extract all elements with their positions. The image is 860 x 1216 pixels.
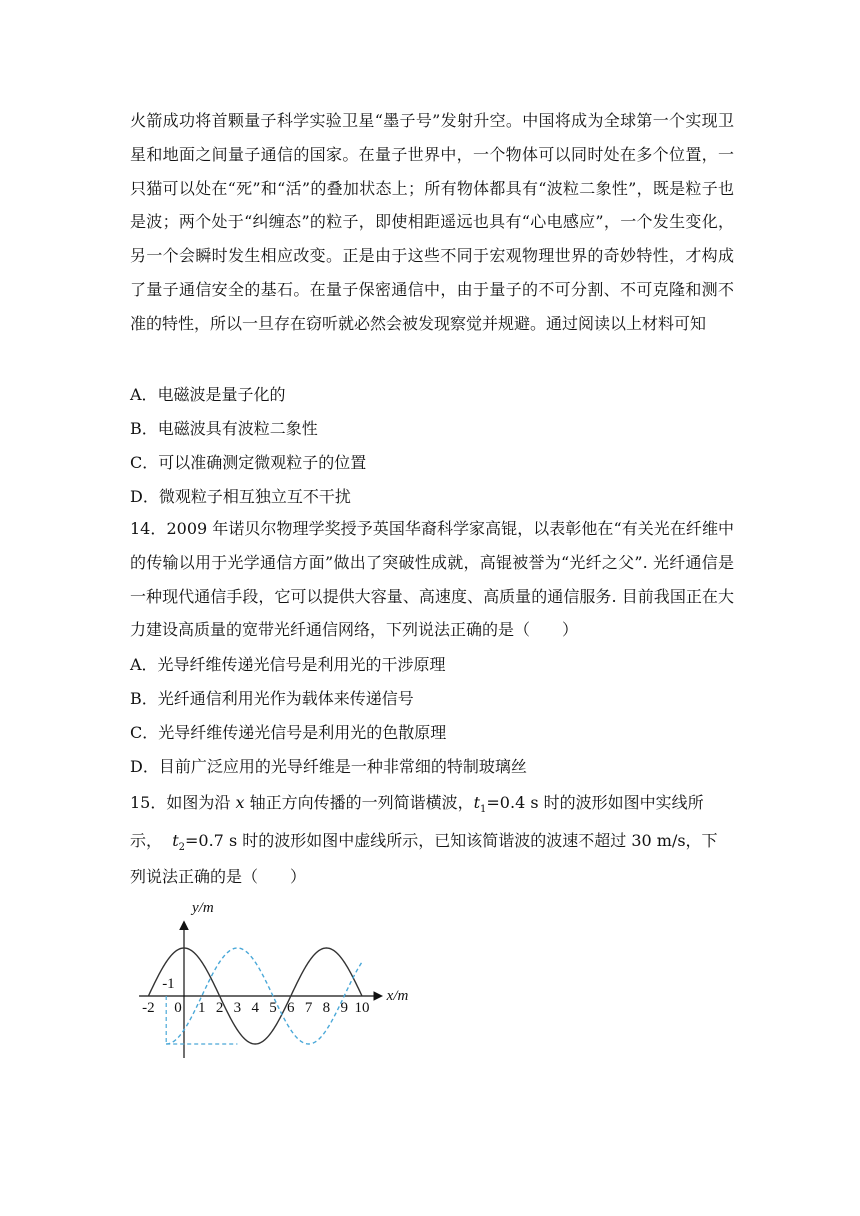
x-tick-label: 4 (251, 1000, 259, 1016)
q14-option-a: A．光导纤维传递光信号是利用光的干涉原理 (130, 655, 446, 674)
q15-text-1a: 15．如图为沿 (130, 793, 236, 812)
intro-option-a: A．电磁波是量子化的 (130, 385, 286, 404)
q14-option-b: B．光纤通信利用光作为载体来传递信号 (130, 689, 414, 708)
q14-option-d: D．目前广泛应用的光导纤维是一种非常细的特制玻璃丝 (130, 757, 527, 776)
x-tick-label: 3 (233, 1000, 242, 1016)
x-axis-label: x/m (386, 988, 409, 1004)
q15-t1-sub: 1 (480, 804, 487, 816)
x-tick-label: 6 (287, 1000, 295, 1016)
q14-stem: 14．2009 年诺贝尔物理学奖授予英国华裔科学家高锟，以表彰他在“有关光在纤维中的传输以用于光学通信方面”做出了突破性成就，高锟被誉为“光纤之父”. 光纤通信是一种现代通信手段，它可以提供大容量、高速度、高质量的通信服务. 目前我国正在大力建设高质量的宽带光纤通信网络，下列说法正确的是（ ） (130, 519, 734, 640)
q15-t2-sub: 2 (178, 842, 185, 854)
intro-option-c: C．可以准确测定微观粒子的位置 (130, 453, 367, 472)
q15-x-var: x (235, 793, 245, 812)
q15-t1-var: t (473, 793, 481, 812)
x-tick-label: 8 (322, 1000, 331, 1016)
q15-line-1 (130, 790, 734, 815)
q15-line-2 (130, 828, 734, 853)
x-tick-label: -2 (142, 1000, 155, 1016)
intro-option-d: D．微观粒子相互独立互不干扰 (130, 487, 351, 506)
wave-chart (128, 892, 428, 1072)
q15-text-1c: =0.4 s 时的波形如图中实线所 (486, 793, 704, 812)
intro-option-b: B．电磁波具有波粒二象性 (130, 419, 318, 438)
q15-text-2a: 示， (130, 831, 163, 850)
q15-line-3: 列说法正确的是（ ） (130, 867, 307, 886)
x-tick-label: 9 (340, 1000, 348, 1016)
x-tick-label: 1 (198, 1000, 206, 1016)
x-tick-label: 5 (269, 1000, 277, 1016)
y-marker-label: -1 (162, 976, 175, 992)
x-tick-label: 10 (354, 1000, 370, 1016)
q14-option-c: C．光导纤维传递光信号是利用光的色散原理 (130, 723, 447, 742)
x-tick-label: 2 (215, 1000, 224, 1016)
x-tick-label: 7 (304, 1000, 313, 1016)
y-axis-label: y/m (192, 900, 214, 916)
q15-text-2b: =0.7 s 时的波形如图中虚线所示，已知该简谐波的波速不超过 30 m/s，下 (185, 831, 718, 850)
q15-text-1b: 轴正方向传播的一列简谐横波， (244, 793, 474, 812)
q15-t2-var: t (172, 831, 179, 850)
wave-figure (128, 892, 428, 1072)
x-tick-label: 0 (174, 1000, 182, 1016)
intro-paragraph: 火箭成功将首颗量子科学实验卫星“墨子号”发射升空。中国将成为全球第一个实现卫星和地面之间量子通信的国家。在量子世界中，一个物体可以同时处在多个位置，一只猫可以处在“死”和“活”的叠加状态上；所有物体都具有“波粒二象性”，既是粒子也是波；两个处于“纠缠态”的粒子，即使相距遥远也具有“心电感应”，一个发生变化，另一个会瞬时发生相应改变。正是由于这些不同于宏观物理世界的奇妙特性，才构成了量子通信安全的基石。在量子保密通信中，由于量子的不可分割、不可克隆和测不准的特性，所以一旦存在窃听就必然会被发现察觉并规避。通过阅读以上材料可知 (130, 111, 734, 333)
